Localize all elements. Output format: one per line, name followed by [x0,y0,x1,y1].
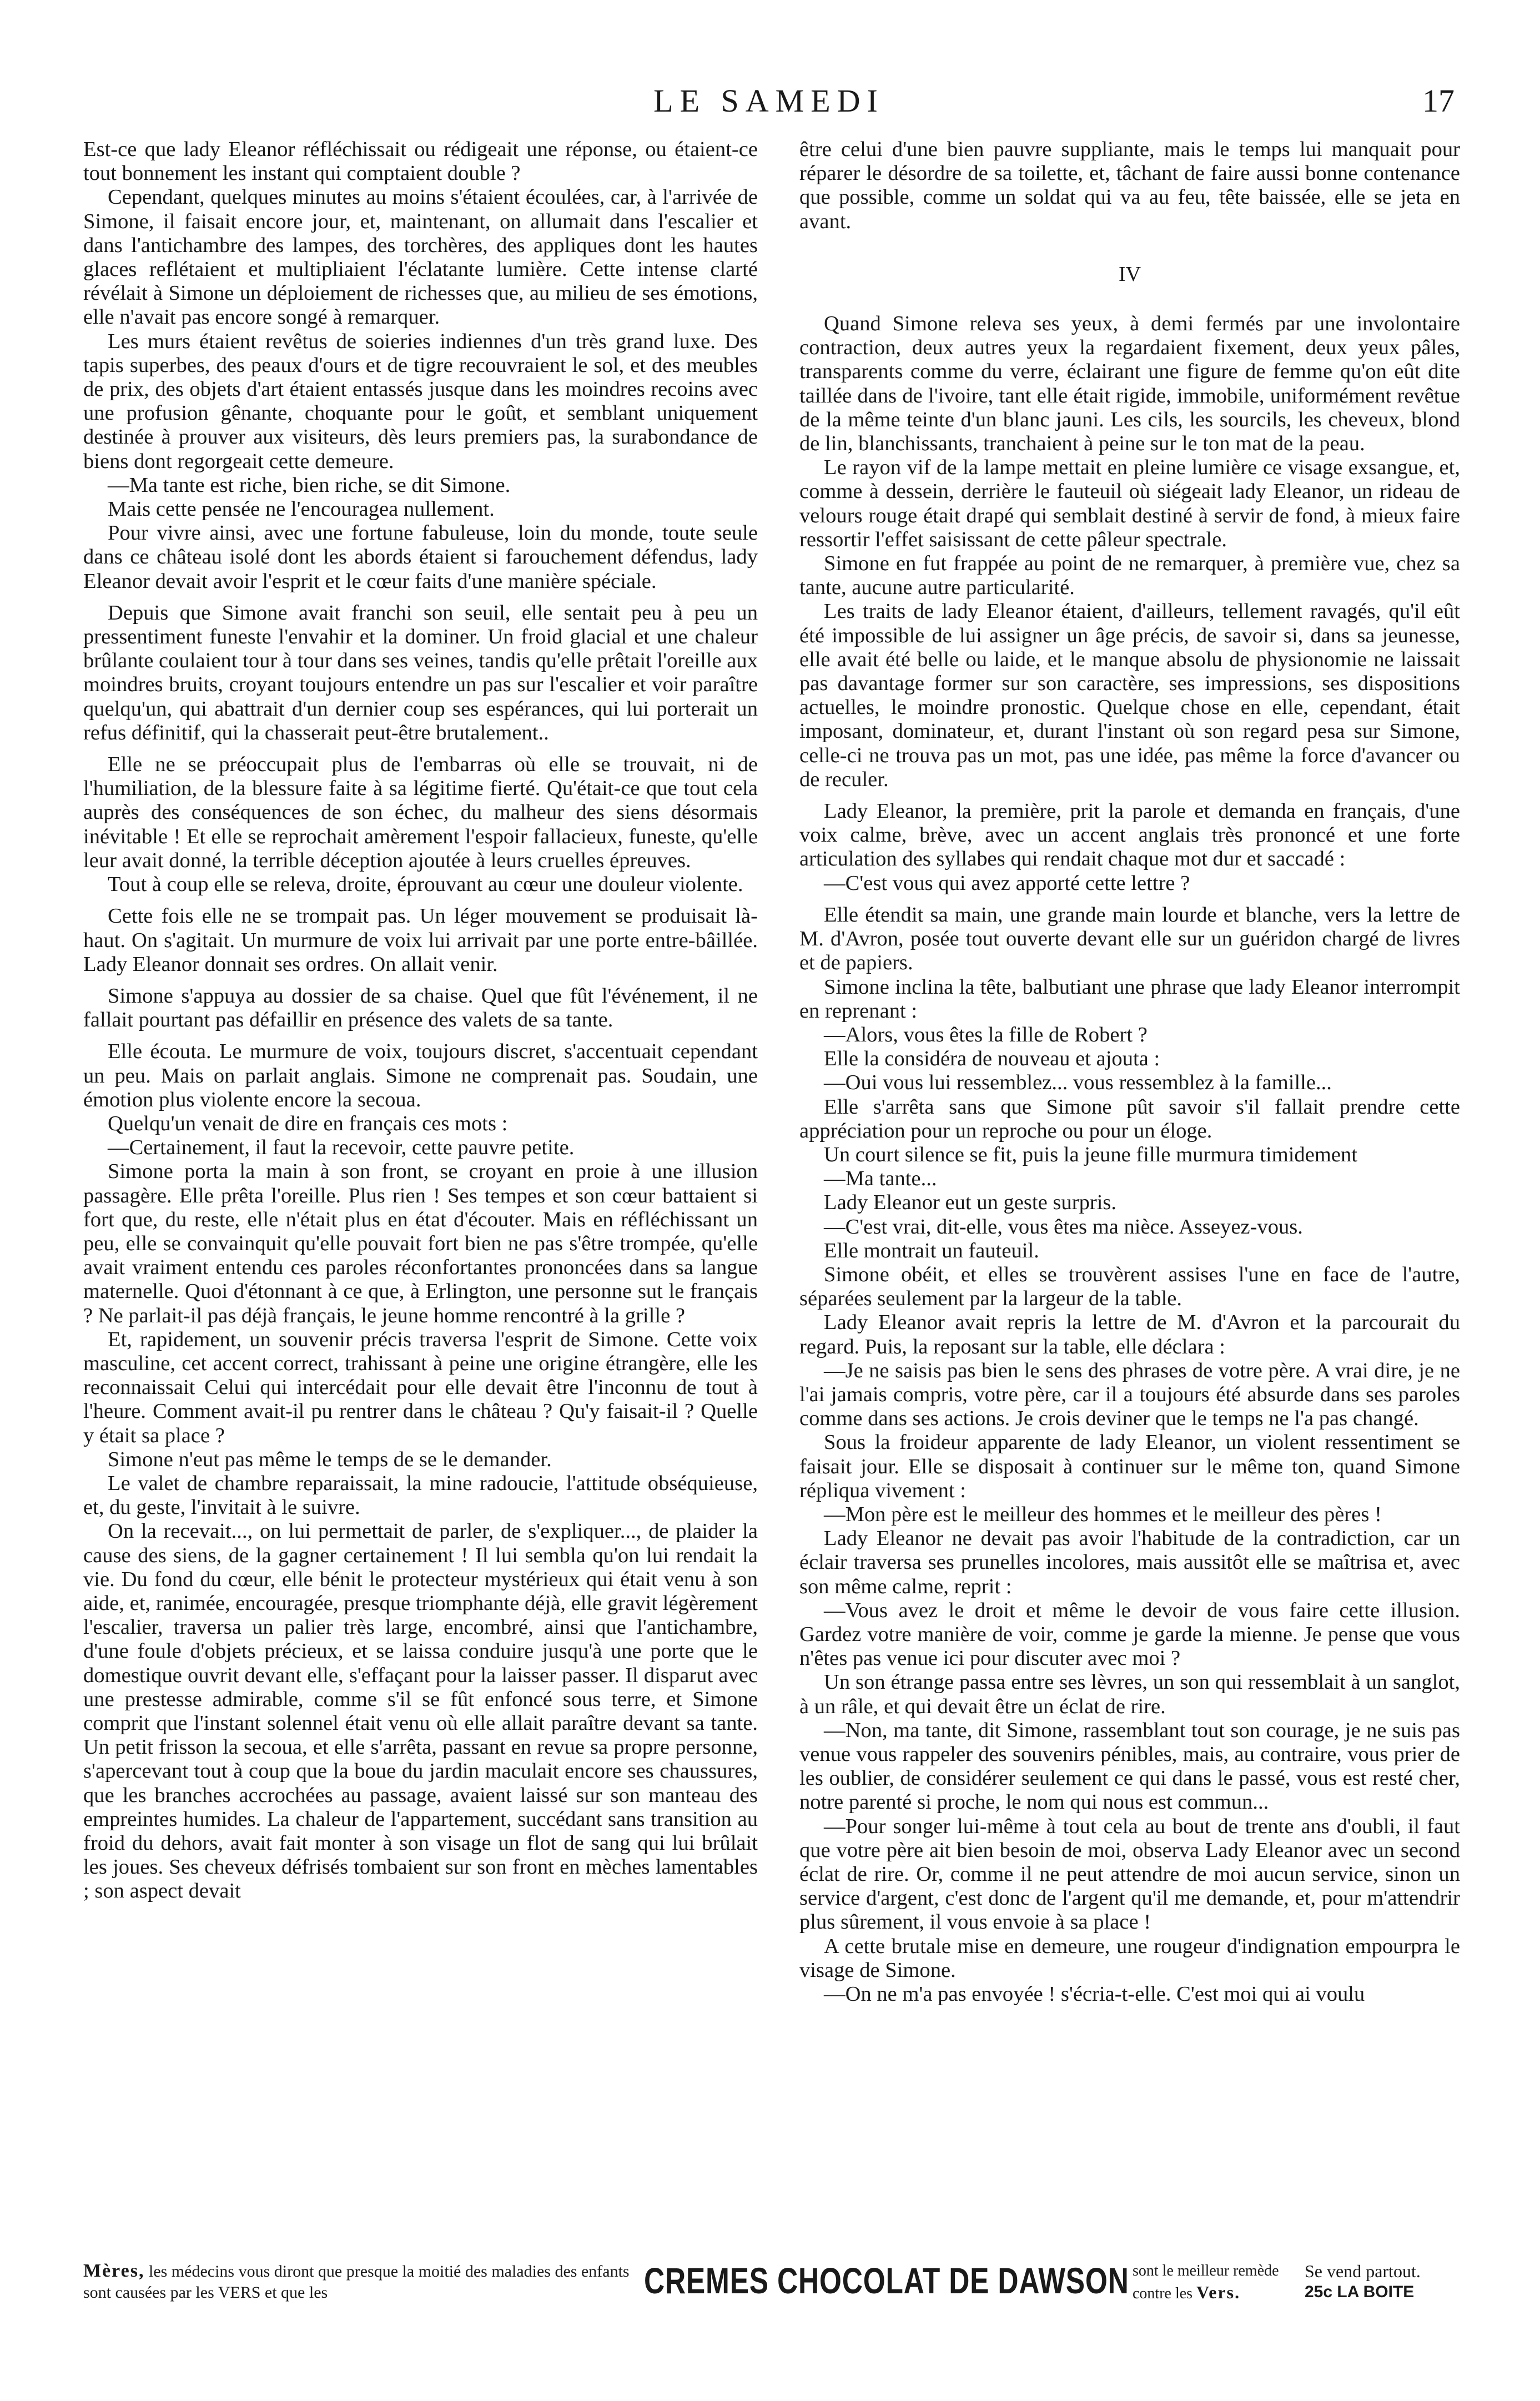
paragraph: Elle s'arrêta sans que Simone pût savoir s'il fallait prendre cette appréciation pour un reproche ou pour un éloge. [799,1095,1460,1142]
paragraph: A cette brutale mise en demeure, une rougeur d'indignation empourpra le visage de Simone. [799,1934,1460,1982]
advertisement-banner [83,2258,1455,2311]
paragraph: Un court silence se fit, puis la jeune fille murmura timidement [824,1142,1357,1166]
paragraph: —Oui vous lui ressemblez... vous ressemblez à la famille... [824,1071,1332,1095]
paragraph: Simone s'appuya au dossier de sa chaise. Quel que fût l'événement, il ne fallait pourtant pas défaillir en présence des valets de sa tante. [83,984,758,1032]
paragraph: Elle étendit sa main, une grande main lourde et blanche, vers la lettre de M. d'Avron, posée tout ouverte devant elle sur un guéridon chargé de livres et de papiers. [799,903,1460,975]
paragraph: —On ne m'a pas envoyée ! s'écria-t-elle. C'est moi qui ai voulu [824,1982,1365,2006]
paragraph: —C'est vrai, dit-elle, vous êtes ma nièce. Asseyez-vous. [824,1215,1303,1239]
right-column [799,138,1460,2242]
paragraph: Est-ce que lady Eleanor réfléchissait ou rédigeait une réponse, ou étaient-ce tout bonnement les instant qui comptaient double ? [83,138,758,185]
paragraph: —Mon père est le meilleur des hommes et le meilleur des pères ! [824,1502,1382,1526]
paragraph: Le rayon vif de la lampe mettait en pleine lumière ce visage exsangue, et, comme à dessein, derrière le fauteuil où siégeait lady Eleanor, un rideau de velours rouge était drapé qui semblait destiné à servir de fond, à mieux faire ressortir l'effet saisissant de cette pâleur spectrale. [799,456,1460,551]
paragraph: Elle la considéra de nouveau et ajouta : [824,1047,1160,1071]
paragraph: Cette fois elle ne se trompait pas. Un léger mouvement se produisait là-haut. On s'agitait. Un murmure de voix lui arrivait par une porte entre-bâillée. Lady Eleanor donnait ses ordres. On allait venir. [83,904,758,976]
page-header [83,82,1455,121]
ad-middle-body: sont le meilleur remède contre les [1133,2262,1279,2302]
ad-brand-name: CREMES CHOCOLAT DE DAWSON [644,2260,1129,2301]
page-number: 17 [1422,83,1455,119]
paragraph: Lady Eleanor eut un geste surpris. [824,1191,1117,1215]
paragraph: —Ma tante... [824,1167,937,1191]
paragraph: être celui d'une bien pauvre suppliante, mais le temps lui manquait pour réparer le désordre de sa toilette, et, tâchant de faire aussi bonne contenance que possible, comme un soldat qui va au feu, tête baissée, elle se jeta en avant. [799,138,1460,233]
paragraph: —Ma tante est riche, bien riche, se dit Simone. [108,473,511,497]
paragraph: —Alors, vous êtes la fille de Robert ? [824,1023,1148,1046]
paragraph: Lady Eleanor avait repris la lettre de M. d'Avron et la parcourait du regard. Puis, la reposant sur la table, elle déclara : [799,1311,1460,1358]
paragraph: Simone n'eut pas même le temps de se le demander. [108,1447,552,1471]
paragraph: Elle écouta. Le murmure de voix, toujours discret, s'accentuait cependant un peu. Mais on parlait anglais. Simone ne comprenait pas. Soudain, une émotion plus violente encore la secoua. [83,1040,758,1111]
paragraph: —C'est vous qui avez apporté cette lettre ? [824,871,1190,895]
paragraph: Simone porta la main à son front, se croyant en proie à une illusion passagère. Elle prêta l'oreille. Plus rien ! Ses tempes et son cœur battaient si fort que, du reste, elle n'était plus en état d'écouter. Mais en réfléchissant un peu, elle se convainquit qu'elle pouvait fort bien ne pas s'être trompée, qu'elle avait vraiment entendu ces paroles réconfortantes prononcées dans sa langue maternelle. Quoi d'étonnant à ce que, à Erlington, une personne sut le français ? Ne parlait-il pas déjà français, le jeune homme rencontré à la grille ? [83,1160,758,1327]
ad-left-body: les médecins vous diront que presque la moitié des maladies des enfants sont causées par les VERS et que les [83,2262,630,2302]
paragraph: Un son étrange passa entre ses lèvres, un son qui ressemblait à un sanglot, à un râle, et qui devait être un éclat de rire. [799,1670,1460,1718]
paragraph: Mais cette pensée ne l'encouragea nullement. [108,497,495,521]
paragraph: Simone en fut frappée au point de ne remarquer, à première vue, chez sa tante, aucune autre particularité. [799,552,1460,600]
section-heading: IV [1118,262,1141,286]
ad-lead-word: Mères, [83,2261,145,2281]
paragraph: Lady Eleanor, la première, prit la parole et demanda en français, d'une voix calme, brève, avec un accent anglais très prononcé et une forte articulation des syllabes qui rendait chaque mot dur et saccadé : [799,799,1460,871]
left-column [83,138,758,2242]
paragraph: Elle ne se préoccupait plus de l'embarras où elle se trouvait, ni de l'humiliation, de la blessure faite à sa légitime fierté. Qu'était-ce que tout cela auprès des conséquences de son échec, du malheur des siens désormais inévitable ! Et elle se reprochait amèrement l'espoir fallacieux, funeste, qu'elle leur avait donné, la terrible déception ajoutée à leurs cruelles épreuves. [83,753,758,872]
paragraph: Quand Simone releva ses yeux, à demi fermés par une involontaire contraction, deux autres yeux la regardaient fixement, deux yeux pâles, transparents comme du verre, éclairant une figure de femme qu'on eût dite taillée dans de l'ivoire, tant elle était rigide, immobile, uniformément revêtue de la même teinte d'un blanc jauni. Les cils, les sourcils, les cheveux, blond de lin, blanchissants, tranchaient à peine sur le ton mat de la peau. [799,312,1460,456]
paragraph: Simone inclina la tête, balbutiant une phrase que lady Eleanor interrompit en reprenant : [799,975,1460,1023]
paragraph: Quelqu'un venait de dire en français ces mots : [108,1111,508,1135]
ad-availability: Se vend partout. [1305,2261,1421,2281]
paragraph: Cependant, quelques minutes au moins s'étaient écoulées, car, à l'arrivée de Simone, il faisait encore jour, et, maintenant, on allumait dans l'escalier et dans l'antichambre des lampes, des torchères, des appliques dont les hautes glaces reflétaient et multipliaient l'éclatante lumière. Cette intense clarté révélait à Simone un déploiement de richesses que, au milieu de ses émotions, elle n'avait pas encore songé à remarquer. [83,185,758,329]
paragraph: —Certainement, il faut la recevoir, cette pauvre petite. [108,1136,575,1160]
paragraph: Le valet de chambre reparaissait, la mine radoucie, l'attitude obséquieuse, et, du geste, l'invitait à le suivre. [83,1471,758,1519]
paragraph: Et, rapidement, un souvenir précis traversa l'esprit de Simone. Cette voix masculine, cet accent correct, trahissant à peine une origine étrangère, elle les reconnaissait Celui qui intercédait pour elle devait être l'inconnu de tout à l'heure. Comment avait-il pu rentrer dans le château ? Qu'y faisait-il ? Quelle y était sa place ? [83,1327,758,1447]
paragraph: Sous la froideur apparente de lady Eleanor, un violent ressentiment se faisait jour. Elle se disposait à continuer sur le même ton, quand Simone répliqua vivement : [799,1431,1460,1502]
paragraph: Tout à coup elle se releva, droite, éprouvant au cœur une douleur violente. [108,873,743,897]
paragraph: —Non, ma tante, dit Simone, rassemblant tout son courage, je ne suis pas venue vous rappeler des souvenirs pénibles, mais, au contraire, vous prier de les oublier, de considérer seulement ce qui dans le passé, vous est resté cher, notre parenté si proche, le nom qui nous est commun... [799,1718,1460,1814]
paragraph: Simone obéit, et elles se trouvèrent assises l'une en face de l'autre, séparées seulement par la largeur de la table. [799,1262,1460,1311]
paragraph: Lady Eleanor ne devait pas avoir l'habitude de la contradiction, car un éclair traversa ses prunelles incolores, mais aussitôt elle se maîtrisa et, avec son même calme, reprit : [799,1527,1460,1598]
ad-price: 25c LA BOITE [1305,2283,1415,2301]
paragraph: Pour vivre ainsi, avec une fortune fabuleuse, loin du monde, toute seule dans ce château isolé dont les abords étaient si farouchement défendus, lady Eleanor devait avoir l'esprit et le cœur faits d'une manière spéciale. [83,521,758,593]
paragraph: Les murs étaient revêtus de soieries indiennes d'un très grand luxe. Des tapis superbes, des peaux d'ours et de tigre recouvraient le sol, et des meubles de prix, des objets d'art étaient entassés jusque dans les moindres recoins avec une profusion gênante, choquante pour le goût, et semblant uniquement destinée à prouver aux visiteurs, dès leurs premiers pas, la surabondance de biens dont regorgeait cette demeure. [83,329,758,473]
paragraph: Elle montrait un fauteuil. [824,1239,1039,1262]
paragraph: Les traits de lady Eleanor étaient, d'ailleurs, tellement ravagés, qu'il eût été impossible de lui assigner un âge précis, de savoir si, dans sa jeunesse, elle avait été belle ou laide, et le manque absolu de physionomie ne laissait pas davantage former sur son caractère, ses impressions, ses dispositions actuelles, le moindre pronostic. Quelque chose en elle, cependant, était imposant, dominateur, et, durant l'instant où son regard pesa sur Simone, celle-ci ne trouva pas un mot, pas une idée, pas même la force d'avancer ou de reculer. [799,600,1460,791]
paragraph: On la recevait..., on lui permettait de parler, de s'expliquer..., de plaider la cause des siens, de la gagner certainement ! Il lui sembla qu'on lui rendait la vie. Du fond du cœur, elle bénit le protecteur mystérieux qui était venu à son aide, et, ranimée, encouragée, presque triomphante déjà, elle gravit légèrement l'escalier, traversa un palier très large, encombré, ainsi que l'antichambre, d'une foule d'objets précieux, et se laissa conduire jusqu'à une porte que le domestique ouvrit devant elle, s'effaçant pour la laisser passer. Il disparut avec une prestesse admirable, comme s'il se fût enfoncé sous terre, et Simone comprit que l'instant solennel était venu où elle allait paraître devant sa tante. Un petit frisson la secoua, et elle s'arrêta, passant en revue sa propre personne, s'apercevant tout à coup que la boue du jardin maculait encore ses chaussures, que les branches accrochées au passage, avaient laissé sur son manteau des empreintes humides. La chaleur de l'appartement, succédant sans transition au froid du dehors, avait fait monter à son visage un flot de sang qui lui brûlait les joues. Ses cheveux défrisés tombaient sur son front en mèches lamentables ; son aspect devait [83,1519,758,1903]
ad-left-text [83,2261,638,2303]
masthead-title: LE SAMEDI [653,83,884,119]
paragraph: Depuis que Simone avait franchi son seuil, elle sentait peu à peu un pressentiment funeste l'envahir et la dominer. Un froid glacial et une chaleur brûlante coulaient tour à tour dans ses veines, tandis qu'elle prêtait l'oreille aux moindres bruits, croyant toujours entendre un pas sur l'escalier et voir paraître quelqu'un, qui abattrait d'un dernier coup ses espérances, qui lui porterait un refus définitif, qui la chasserait peut-être brutalement.. [83,601,758,744]
ad-middle-word: Vers. [1196,2282,1241,2302]
ad-middle-text [1133,2261,1294,2304]
paragraph: —Pour songer lui-même à tout cela au bout de trente ans d'oubli, il faut que votre père ait bien besoin de moi, observa Lady Eleanor avec un second éclat de rire. Or, comme il ne peut attendre de moi aucun service, sinon un service d'argent, c'est donc de l'argent qu'il me demande, et, pour m'attendrir plus sûrement, il vous envoie à sa place ! [799,1814,1460,1934]
paragraph: —Vous avez le droit et même le devoir de vous faire cette illusion. Gardez votre manière de voir, comme je garde la mienne. Je pense que vous n'êtes pas venue ici pour discuter avec moi ? [799,1598,1460,1670]
paragraph: —Je ne saisis pas bien le sens des phrases de votre père. A vrai dire, je ne l'ai jamais compris, votre père, car il a toujours été absurde dans ses paroles comme dans ses actions. Je crois deviner que le temps ne l'a pas changé. [799,1358,1460,1431]
ad-right-text [1305,2261,1460,2303]
